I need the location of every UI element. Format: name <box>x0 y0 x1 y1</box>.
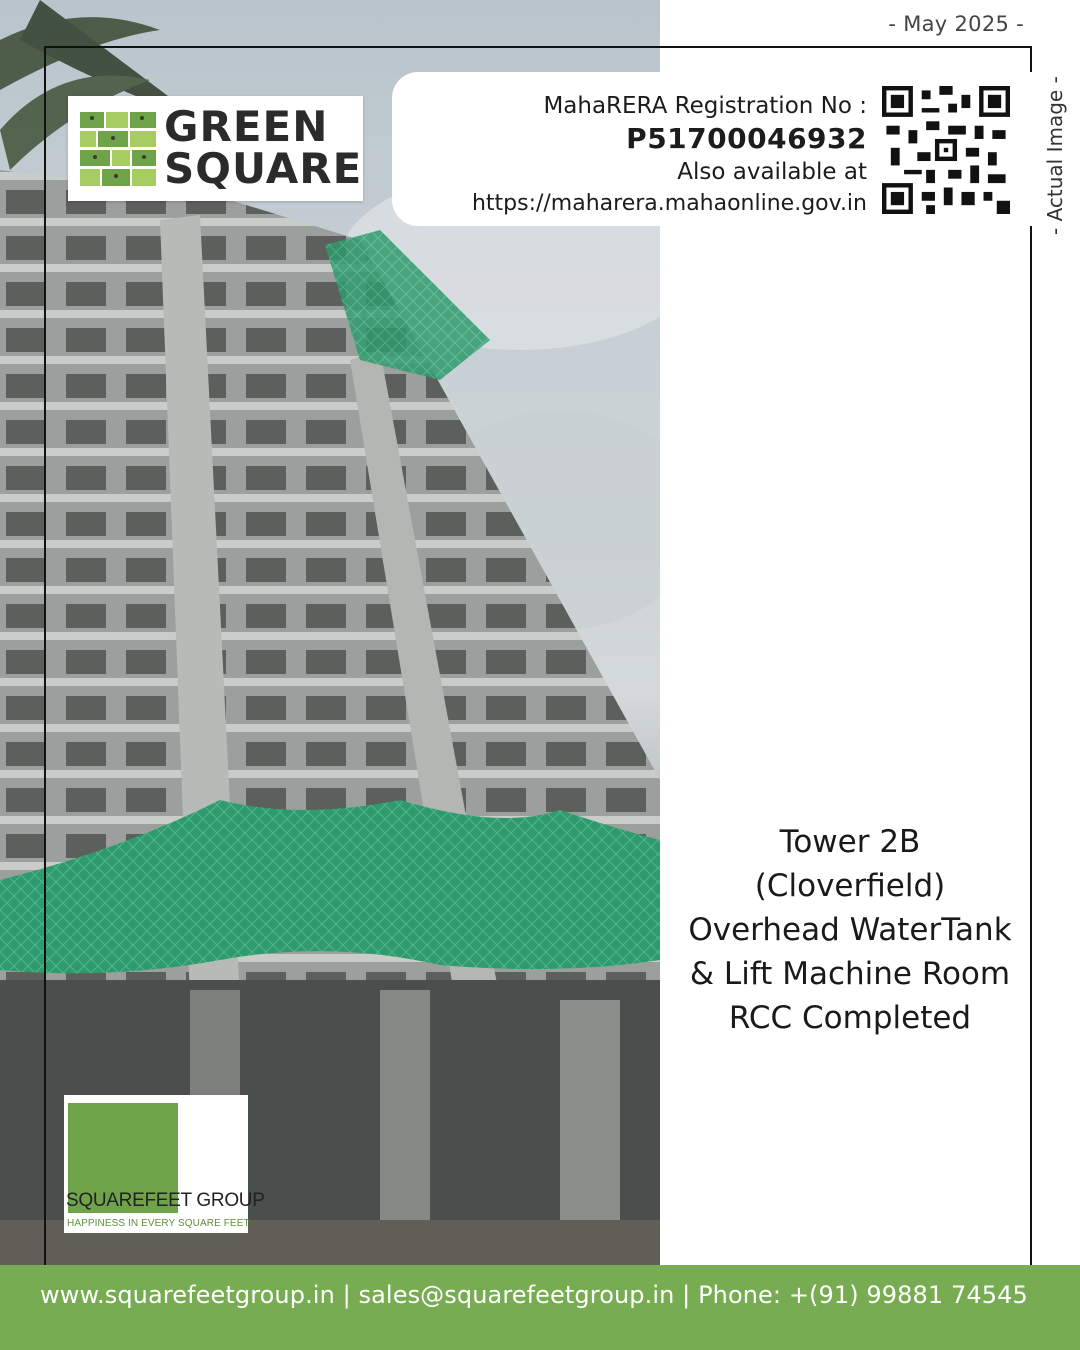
footer-contact-text[interactable]: www.squarefeetgroup.in | sales@squarefeetgroup.in | Phone: +(91) 99881 74545 <box>40 1281 1028 1309</box>
caption-line4: & Lift Machine Room <box>689 956 1011 992</box>
squarefeet-logo <box>64 1095 265 1233</box>
rera-url[interactable]: https://maharera.mahaonline.gov.in <box>471 191 867 216</box>
developer-name: SQUAREFEET GROUP <box>66 1190 265 1211</box>
caption-line3: Overhead WaterTank <box>688 912 1012 948</box>
tree-blocks-icon <box>80 112 156 186</box>
frame-right-line <box>1030 46 1032 1265</box>
caption-line1: Tower 2B <box>779 824 921 860</box>
rera-number: P51700046932 <box>626 122 867 155</box>
progress-caption <box>670 820 1030 1040</box>
brand-line2: SQUARE <box>164 144 363 193</box>
qr-code-icon[interactable] <box>882 86 1010 214</box>
brand-line1: GREEN <box>164 102 329 151</box>
caption-line5: RCC Completed <box>728 1000 972 1036</box>
rera-also-available: Also available at <box>677 159 867 185</box>
actual-image-label: - Actual Image - <box>1043 76 1067 235</box>
rera-info-box <box>392 72 1032 226</box>
frame-left-line <box>44 46 46 1265</box>
frame-top-line <box>44 46 1032 48</box>
caption-line2: (Cloverfield) <box>754 868 946 904</box>
developer-tagline: HAPPINESS IN EVERY SQUARE FEET <box>67 1218 250 1229</box>
rera-label: MahaRERA Registration No : <box>543 93 867 119</box>
date-label: - May 2025 - <box>888 12 1024 36</box>
brand-wordmark <box>164 102 363 193</box>
contact-footer <box>0 1265 1080 1350</box>
rera-text-block <box>472 90 867 220</box>
green-square-logo <box>68 96 363 201</box>
